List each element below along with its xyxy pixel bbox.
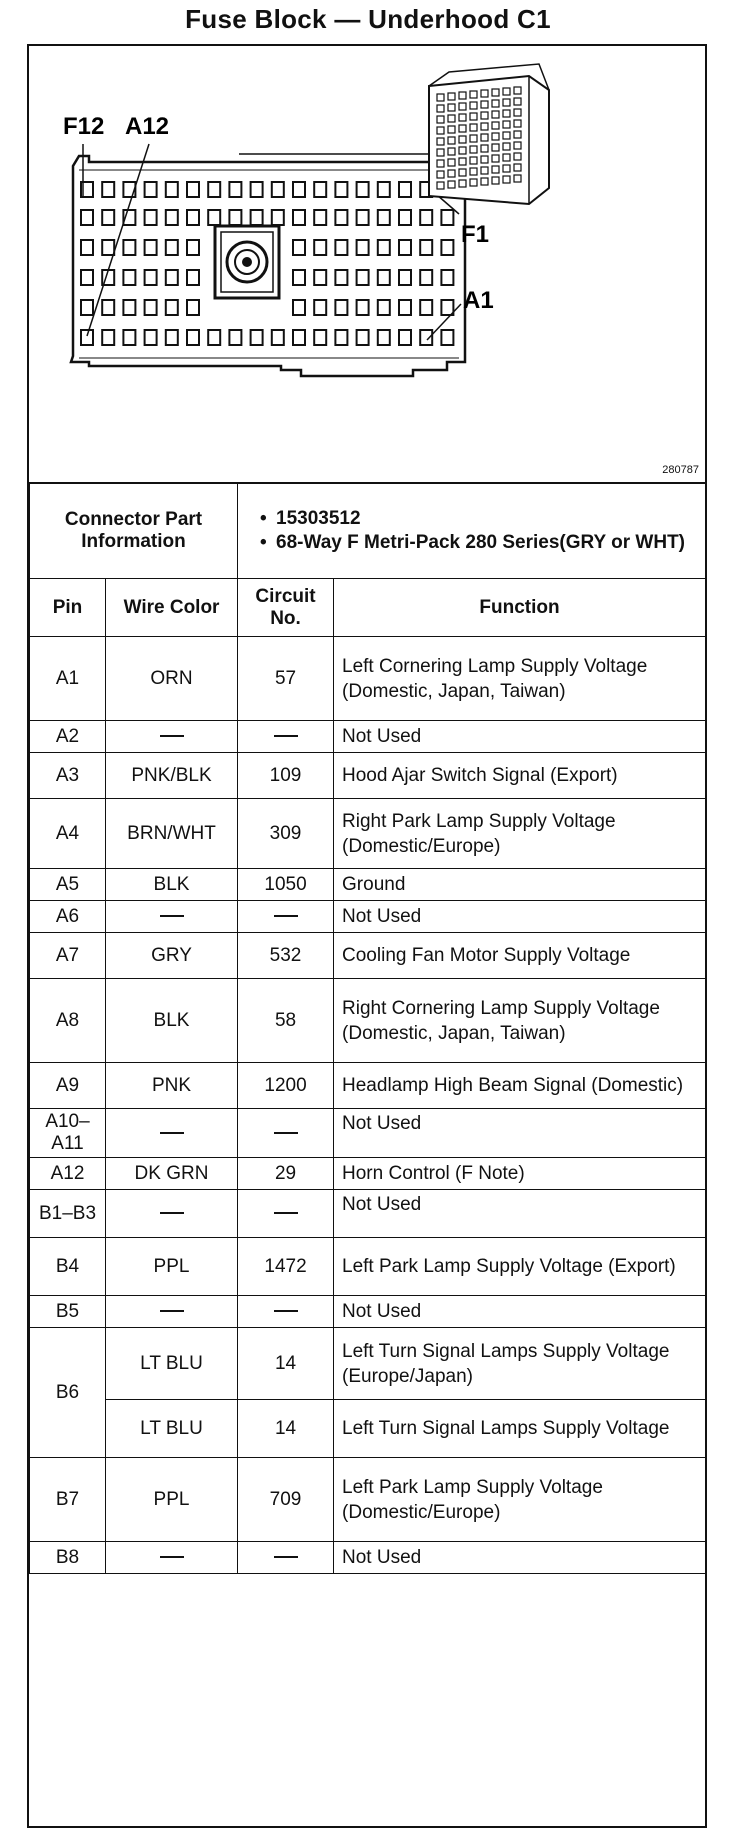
thumbnail-cavity bbox=[459, 136, 466, 143]
thumbnail-cavity bbox=[514, 175, 521, 182]
thumbnail-cavity bbox=[448, 126, 455, 133]
thumbnail-cavity bbox=[492, 111, 499, 118]
pin-cavity bbox=[357, 210, 369, 225]
table-row bbox=[30, 753, 706, 799]
circuit-cell: 1200 bbox=[238, 1063, 334, 1109]
pin-cavity bbox=[81, 240, 93, 255]
function-cell: Not Used bbox=[334, 1542, 706, 1574]
table-row bbox=[30, 721, 706, 753]
function-cell: Not Used bbox=[334, 1109, 706, 1158]
circuit-cell: 29 bbox=[238, 1158, 334, 1190]
pin-cavity bbox=[357, 300, 369, 315]
pin-cavity bbox=[420, 330, 432, 345]
thumbnail-cavity bbox=[481, 178, 488, 185]
table-row bbox=[30, 799, 706, 869]
pin-cavity bbox=[166, 240, 178, 255]
pin-cell: A5 bbox=[30, 869, 106, 901]
pin-cell: A4 bbox=[30, 799, 106, 869]
thumbnail-cavity bbox=[514, 142, 521, 149]
pin-cell: A9 bbox=[30, 1063, 106, 1109]
function-cell: Left Park Lamp Supply Voltage (Domestic/Europe) bbox=[334, 1458, 706, 1542]
thumbnail-cavity bbox=[492, 177, 499, 184]
function-cell: Left Cornering Lamp Supply Voltage (Domestic, Japan, Taiwan) bbox=[334, 637, 706, 721]
pin-cavity bbox=[251, 330, 263, 345]
pin-cavity bbox=[187, 210, 199, 225]
empty-dash bbox=[160, 1310, 184, 1312]
function-cell: Ground bbox=[334, 869, 706, 901]
table-row bbox=[30, 869, 706, 901]
function-cell: Hood Ajar Switch Signal (Export) bbox=[334, 753, 706, 799]
pin-cavity bbox=[314, 330, 326, 345]
circuit-cell: 57 bbox=[238, 637, 334, 721]
pin-cell: A7 bbox=[30, 933, 106, 979]
col-header-circuit: Circuit No. bbox=[238, 579, 334, 637]
pin-cavity bbox=[378, 240, 390, 255]
wire-color-cell: ORN bbox=[106, 637, 238, 721]
empty-dash bbox=[274, 1212, 298, 1214]
thumbnail-cavity bbox=[503, 132, 510, 139]
table-row bbox=[30, 1400, 706, 1458]
thumbnail-cavity bbox=[492, 89, 499, 96]
thumbnail-cavity bbox=[459, 92, 466, 99]
pin-cavity bbox=[441, 330, 453, 345]
part-number: • 15303512 bbox=[260, 507, 697, 531]
thumbnail-cavity bbox=[459, 147, 466, 154]
pin-cavity bbox=[420, 270, 432, 285]
pin-cavity bbox=[357, 270, 369, 285]
pin-cavity bbox=[314, 182, 326, 197]
pin-cavity bbox=[145, 240, 157, 255]
wire-color-cell bbox=[106, 721, 238, 753]
thumbnail-cavity bbox=[459, 103, 466, 110]
table-row bbox=[30, 1458, 706, 1542]
table-row bbox=[30, 1328, 706, 1400]
thumbnail-cavity bbox=[492, 100, 499, 107]
wire-color-cell: PPL bbox=[106, 1238, 238, 1296]
pinout-table bbox=[29, 482, 706, 1574]
circuit-cell bbox=[238, 1296, 334, 1328]
connector-info-label: Connector Part Information bbox=[30, 483, 238, 579]
pin-cell: A6 bbox=[30, 901, 106, 933]
pin-cell: B4 bbox=[30, 1238, 106, 1296]
table-row bbox=[30, 1238, 706, 1296]
function-cell: Headlamp High Beam Signal (Domestic) bbox=[334, 1063, 706, 1109]
pin-cavity bbox=[166, 210, 178, 225]
pin-cavity bbox=[293, 210, 305, 225]
table-row bbox=[30, 933, 706, 979]
table-row bbox=[30, 1542, 706, 1574]
pin-cavity bbox=[123, 300, 135, 315]
thumbnail-cavity bbox=[448, 170, 455, 177]
function-cell: Right Cornering Lamp Supply Voltage (Domestic, Japan, Taiwan) bbox=[334, 979, 706, 1063]
circuit-cell bbox=[238, 1542, 334, 1574]
wire-color-cell bbox=[106, 1542, 238, 1574]
pin-cavity bbox=[399, 300, 411, 315]
pin-cavity bbox=[102, 182, 114, 197]
pin-cell: A8 bbox=[30, 979, 106, 1063]
pin-cavity bbox=[229, 182, 241, 197]
pin-cavity bbox=[357, 240, 369, 255]
thumbnail-cavity bbox=[514, 98, 521, 105]
pin-cavity bbox=[399, 182, 411, 197]
pin-cavity bbox=[187, 330, 199, 345]
empty-dash bbox=[160, 735, 184, 737]
pin-cavity bbox=[145, 270, 157, 285]
table-row bbox=[30, 1190, 706, 1238]
pin-cell: A3 bbox=[30, 753, 106, 799]
pin-cavity bbox=[102, 300, 114, 315]
circuit-cell: 532 bbox=[238, 933, 334, 979]
pin-cavity bbox=[229, 330, 241, 345]
wire-color-cell: PNK/BLK bbox=[106, 753, 238, 799]
pin-cavity bbox=[187, 270, 199, 285]
pin-cavity bbox=[335, 300, 347, 315]
function-cell: Horn Control (F Note) bbox=[334, 1158, 706, 1190]
pin-cavity bbox=[293, 270, 305, 285]
label-a12: A12 bbox=[125, 113, 170, 140]
pin-cell: A12 bbox=[30, 1158, 106, 1190]
empty-dash bbox=[160, 1132, 184, 1134]
wire-color-cell: PPL bbox=[106, 1458, 238, 1542]
wire-color-cell: BRN/WHT bbox=[106, 799, 238, 869]
pin-cavity bbox=[357, 330, 369, 345]
empty-dash bbox=[274, 735, 298, 737]
pin-cavity bbox=[378, 270, 390, 285]
pin-cavity bbox=[145, 330, 157, 345]
wire-color-cell: DK GRN bbox=[106, 1158, 238, 1190]
thumbnail-cavity bbox=[459, 114, 466, 121]
thumbnail-cavity bbox=[437, 116, 444, 123]
thumbnail-cavity bbox=[492, 155, 499, 162]
pin-cavity bbox=[378, 330, 390, 345]
thumbnail-cavity bbox=[470, 146, 477, 153]
pin-cell: B6 bbox=[30, 1328, 106, 1458]
thumbnail-cavity bbox=[481, 167, 488, 174]
pin-cavity bbox=[378, 182, 390, 197]
wire-color-cell: BLK bbox=[106, 869, 238, 901]
pin-cavity bbox=[81, 300, 93, 315]
circuit-cell: 1050 bbox=[238, 869, 334, 901]
empty-dash bbox=[274, 1556, 298, 1558]
thumbnail-cavity bbox=[459, 125, 466, 132]
circuit-cell bbox=[238, 721, 334, 753]
thumbnail-cavity bbox=[503, 88, 510, 95]
wire-color-cell bbox=[106, 1109, 238, 1158]
function-cell: Left Park Lamp Supply Voltage (Export) bbox=[334, 1238, 706, 1296]
connector-3d-thumbnail bbox=[429, 64, 549, 204]
pin-cavity bbox=[81, 330, 93, 345]
pin-cavity bbox=[399, 240, 411, 255]
circuit-cell: 1472 bbox=[238, 1238, 334, 1296]
pin-cavity bbox=[251, 182, 263, 197]
pin-cavity bbox=[378, 210, 390, 225]
pin-cavity bbox=[102, 240, 114, 255]
thumbnail-cavity bbox=[437, 182, 444, 189]
pin-cavity bbox=[335, 270, 347, 285]
pin-cavity bbox=[420, 300, 432, 315]
circuit-cell bbox=[238, 1109, 334, 1158]
pin-cavity bbox=[378, 300, 390, 315]
pin-cell: A1 bbox=[30, 637, 106, 721]
pin-cavity bbox=[102, 210, 114, 225]
label-f12: F12 bbox=[63, 113, 105, 140]
thumbnail-cavity bbox=[437, 138, 444, 145]
thumbnail-cavity bbox=[437, 149, 444, 156]
thumbnail-cavity bbox=[481, 156, 488, 163]
function-cell: Left Turn Signal Lamps Supply Voltage (Europe/Japan) bbox=[334, 1328, 706, 1400]
page-title: Fuse Block — Underhood C1 bbox=[185, 4, 551, 34]
pin-cavity bbox=[293, 330, 305, 345]
pin-cavity bbox=[81, 210, 93, 225]
thumbnail-cavity bbox=[470, 168, 477, 175]
table-row bbox=[30, 901, 706, 933]
pin-cavity bbox=[399, 330, 411, 345]
thumbnail-cavity bbox=[481, 101, 488, 108]
pin-cavity bbox=[145, 210, 157, 225]
pin-cavity bbox=[123, 270, 135, 285]
connector-diagram bbox=[29, 46, 705, 484]
pin-cavity bbox=[335, 210, 347, 225]
wire-color-cell: BLK bbox=[106, 979, 238, 1063]
thumbnail-cavity bbox=[448, 104, 455, 111]
pin-cavity bbox=[293, 300, 305, 315]
thumbnail-cavity bbox=[514, 164, 521, 171]
pin-cavity bbox=[399, 270, 411, 285]
pin-cavity bbox=[166, 270, 178, 285]
table-row bbox=[30, 1063, 706, 1109]
connector-info-values bbox=[238, 483, 706, 579]
thumbnail-cavity bbox=[481, 134, 488, 141]
thumbnail-cavity bbox=[459, 158, 466, 165]
thumbnail-cavity bbox=[503, 110, 510, 117]
pin-cavity bbox=[123, 330, 135, 345]
thumbnail-cavity bbox=[448, 115, 455, 122]
thumbnail-cavity bbox=[514, 131, 521, 138]
thumbnail-cavity bbox=[459, 169, 466, 176]
thumbnail-cavity bbox=[437, 171, 444, 178]
function-cell: Not Used bbox=[334, 1190, 706, 1238]
pin-cavity bbox=[335, 240, 347, 255]
pin-cavity bbox=[399, 210, 411, 225]
thumbnail-cavity bbox=[437, 127, 444, 134]
thumbnail-cavity bbox=[492, 122, 499, 129]
label-a1: A1 bbox=[463, 287, 494, 314]
thumbnail-cavity bbox=[470, 157, 477, 164]
wire-color-cell bbox=[106, 1190, 238, 1238]
table-row bbox=[30, 637, 706, 721]
function-cell: Not Used bbox=[334, 901, 706, 933]
pin-cavity bbox=[166, 182, 178, 197]
pin-cell: B8 bbox=[30, 1542, 106, 1574]
thumbnail-cavity bbox=[470, 113, 477, 120]
circuit-cell: 14 bbox=[238, 1400, 334, 1458]
pin-cavity bbox=[187, 300, 199, 315]
col-header-pin: Pin bbox=[30, 579, 106, 637]
connector-description: • 68-Way F Metri-Pack 280 Series(GRY or WHT) bbox=[260, 531, 697, 555]
label-f1: F1 bbox=[461, 221, 490, 248]
pin-cavity bbox=[208, 330, 220, 345]
table-header-row bbox=[30, 579, 706, 637]
table-row bbox=[30, 979, 706, 1063]
thumbnail-cavity bbox=[514, 153, 521, 160]
wire-color-cell bbox=[106, 901, 238, 933]
thumbnail-cavity bbox=[437, 105, 444, 112]
thumbnail-cavity bbox=[503, 165, 510, 172]
pin-cavity bbox=[314, 300, 326, 315]
pin-cavity bbox=[335, 182, 347, 197]
thumbnail-cavity bbox=[503, 176, 510, 183]
pin-cavity bbox=[251, 210, 263, 225]
wire-color-cell bbox=[106, 1296, 238, 1328]
thumbnail-cavity bbox=[470, 135, 477, 142]
thumbnail-cavity bbox=[470, 179, 477, 186]
pin-cavity bbox=[166, 330, 178, 345]
pin-cell: B7 bbox=[30, 1458, 106, 1542]
pin-cavity bbox=[420, 210, 432, 225]
thumbnail-cavity bbox=[459, 180, 466, 187]
pin-cavity bbox=[314, 270, 326, 285]
thumbnail-cavity bbox=[503, 154, 510, 161]
pin-cavity bbox=[187, 240, 199, 255]
circuit-cell: 109 bbox=[238, 753, 334, 799]
thumbnail-cavity bbox=[448, 181, 455, 188]
circuit-cell: 709 bbox=[238, 1458, 334, 1542]
pin-cavity bbox=[293, 182, 305, 197]
thumbnail-cavity bbox=[492, 166, 499, 173]
thumbnail-cavity bbox=[481, 112, 488, 119]
thumbnail-cavity bbox=[448, 137, 455, 144]
thumbnail-cavity bbox=[503, 121, 510, 128]
function-cell: Not Used bbox=[334, 721, 706, 753]
circuit-cell bbox=[238, 1190, 334, 1238]
thumbnail-cavity bbox=[470, 124, 477, 131]
pin-cavity bbox=[314, 210, 326, 225]
thumbnail-cavity bbox=[448, 148, 455, 155]
table-row bbox=[30, 1109, 706, 1158]
empty-dash bbox=[160, 1556, 184, 1558]
col-header-wire-color: Wire Color bbox=[106, 579, 238, 637]
empty-dash bbox=[274, 915, 298, 917]
pin-cavity bbox=[229, 210, 241, 225]
pin-cavity bbox=[187, 182, 199, 197]
function-cell: Right Park Lamp Supply Voltage (Domestic/Europe) bbox=[334, 799, 706, 869]
thumbnail-cavity bbox=[470, 91, 477, 98]
thumbnail-cavity bbox=[514, 120, 521, 127]
thumbnail-cavity bbox=[448, 159, 455, 166]
pin-cavity bbox=[81, 270, 93, 285]
table-row bbox=[30, 1158, 706, 1190]
thumbnail-cavity bbox=[437, 160, 444, 167]
pin-cavity bbox=[441, 240, 453, 255]
circuit-cell: 58 bbox=[238, 979, 334, 1063]
pin-cavity bbox=[166, 300, 178, 315]
thumbnail-cavity bbox=[503, 99, 510, 106]
pin-cavity bbox=[441, 210, 453, 225]
pin-cavity bbox=[335, 330, 347, 345]
wire-color-cell: GRY bbox=[106, 933, 238, 979]
thumbnail-cavity bbox=[470, 102, 477, 109]
function-cell: Not Used bbox=[334, 1296, 706, 1328]
connector-info-row bbox=[30, 483, 706, 579]
thumbnail-cavity bbox=[514, 87, 521, 94]
pin-cavity bbox=[208, 210, 220, 225]
connector-face-drawing bbox=[29, 46, 705, 482]
pin-cavity bbox=[145, 300, 157, 315]
document-frame bbox=[27, 44, 707, 1828]
empty-dash bbox=[274, 1310, 298, 1312]
circuit-cell: 14 bbox=[238, 1328, 334, 1400]
figure-id: 280787 bbox=[662, 464, 699, 476]
table-row bbox=[30, 1296, 706, 1328]
empty-dash bbox=[160, 1212, 184, 1214]
thumbnail-cavity bbox=[481, 123, 488, 130]
circuit-cell: 309 bbox=[238, 799, 334, 869]
col-header-function: Function bbox=[334, 579, 706, 637]
pin-cavity bbox=[357, 182, 369, 197]
pin-cavity bbox=[208, 182, 220, 197]
wire-color-cell: PNK bbox=[106, 1063, 238, 1109]
pin-cavity bbox=[420, 240, 432, 255]
thumbnail-cavity bbox=[437, 94, 444, 101]
pin-cell: A10–A11 bbox=[30, 1109, 106, 1158]
pin-cavity bbox=[272, 330, 284, 345]
thumbnail-cavity bbox=[514, 109, 521, 116]
function-cell: Cooling Fan Motor Supply Voltage bbox=[334, 933, 706, 979]
thumbnail-cavity bbox=[492, 133, 499, 140]
thumbnail-cavity bbox=[492, 144, 499, 151]
function-cell: Left Turn Signal Lamps Supply Voltage bbox=[334, 1400, 706, 1458]
thumbnail-cavity bbox=[481, 145, 488, 152]
wire-color-cell: LT BLU bbox=[106, 1400, 238, 1458]
pin-cavity bbox=[123, 240, 135, 255]
wire-color-cell: LT BLU bbox=[106, 1328, 238, 1400]
pin-cavity bbox=[102, 330, 114, 345]
empty-dash bbox=[160, 915, 184, 917]
pin-cavity bbox=[272, 210, 284, 225]
pin-cavity bbox=[441, 270, 453, 285]
thumbnail-cavity bbox=[481, 90, 488, 97]
pin-cavity bbox=[272, 182, 284, 197]
pin-cavity bbox=[314, 240, 326, 255]
pin-cavity bbox=[293, 240, 305, 255]
thumbnail-cavity bbox=[448, 93, 455, 100]
pin-cell: B1–B3 bbox=[30, 1190, 106, 1238]
pin-cavity bbox=[145, 182, 157, 197]
pin-cell: B5 bbox=[30, 1296, 106, 1328]
empty-dash bbox=[274, 1132, 298, 1134]
circuit-cell bbox=[238, 901, 334, 933]
thumbnail-cavity bbox=[503, 143, 510, 150]
pin-cavity bbox=[441, 300, 453, 315]
pin-cell: A2 bbox=[30, 721, 106, 753]
